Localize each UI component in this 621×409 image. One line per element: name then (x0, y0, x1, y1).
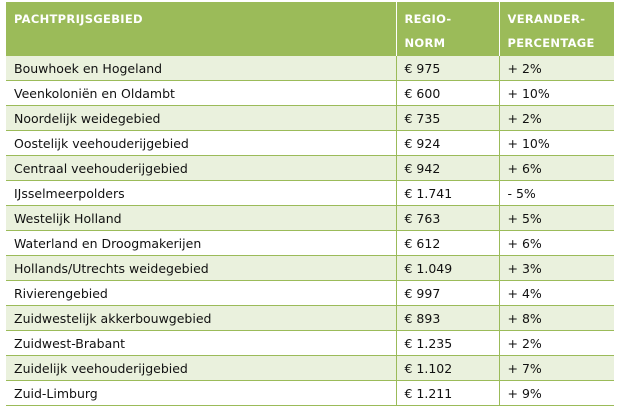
cell-region: Zuid-Limburg (6, 381, 396, 406)
header-line: PACHTPRIJSGEBIED (14, 12, 143, 26)
table-row (6, 306, 614, 331)
cell-regionorm: € 1.102 (396, 356, 499, 381)
cell-regionorm: € 612 (396, 231, 499, 256)
cell-region: Centraal veehouderijgebied (6, 156, 396, 181)
cell-regionorm: € 997 (396, 281, 499, 306)
cell-regionorm: € 893 (396, 306, 499, 331)
header-veranderpercentage (499, 2, 614, 56)
cell-regionorm: € 735 (396, 106, 499, 131)
header-regionorm (396, 2, 499, 56)
cell-region: Oostelijk veehouderijgebied (6, 131, 396, 156)
cell-region: Bouwhoek en Hogeland (6, 56, 396, 81)
cell-change: + 3% (499, 256, 614, 281)
cell-regionorm: € 1.049 (396, 256, 499, 281)
cell-change: + 8% (499, 306, 614, 331)
header-line: VERANDER- (507, 12, 586, 26)
table-row (6, 356, 614, 381)
cell-change: + 2% (499, 56, 614, 81)
cell-region: Rivierengebied (6, 281, 396, 306)
cell-change: + 9% (499, 381, 614, 406)
cell-region: Zuidelijk veehouderijgebied (6, 356, 396, 381)
table-body (6, 56, 614, 406)
cell-regionorm: € 924 (396, 131, 499, 156)
cell-region: Westelijk Holland (6, 206, 396, 231)
cell-change: + 2% (499, 106, 614, 131)
cell-region: IJsselmeerpolders (6, 181, 396, 206)
cell-change: + 10% (499, 131, 614, 156)
pachtprijs-table (6, 2, 614, 406)
header-pachtprijsgebied (6, 2, 396, 56)
table-row (6, 381, 614, 406)
cell-change: + 4% (499, 281, 614, 306)
cell-change: + 2% (499, 331, 614, 356)
table-row (6, 231, 614, 256)
cell-region: Veenkoloniën en Oldambt (6, 81, 396, 106)
cell-regionorm: € 600 (396, 81, 499, 106)
table-row (6, 206, 614, 231)
table-row (6, 106, 614, 131)
pachtprijs-table-container (6, 2, 614, 406)
table-header-row (6, 2, 614, 56)
cell-regionorm: € 763 (396, 206, 499, 231)
table-row (6, 181, 614, 206)
table-row (6, 56, 614, 81)
cell-region: Noordelijk weidegebied (6, 106, 396, 131)
cell-region: Zuidwest-Brabant (6, 331, 396, 356)
cell-regionorm: € 942 (396, 156, 499, 181)
cell-region: Hollands/Utrechts weidegebied (6, 256, 396, 281)
cell-change: + 6% (499, 231, 614, 256)
cell-regionorm: € 1.211 (396, 381, 499, 406)
header-line: PERCENTAGE (507, 36, 595, 50)
cell-change: + 6% (499, 156, 614, 181)
cell-region: Waterland en Droogmakerijen (6, 231, 396, 256)
cell-change: - 5% (499, 181, 614, 206)
table-row (6, 131, 614, 156)
table-row (6, 281, 614, 306)
cell-region: Zuidwestelijk akkerbouwgebied (6, 306, 396, 331)
cell-regionorm: € 975 (396, 56, 499, 81)
table-row (6, 156, 614, 181)
cell-change: + 10% (499, 81, 614, 106)
header-line: NORM (404, 36, 446, 50)
cell-regionorm: € 1.741 (396, 181, 499, 206)
cell-change: + 7% (499, 356, 614, 381)
header-line: REGIO- (404, 12, 452, 26)
table-row (6, 331, 614, 356)
table-row (6, 256, 614, 281)
table-row (6, 81, 614, 106)
cell-regionorm: € 1.235 (396, 331, 499, 356)
cell-change: + 5% (499, 206, 614, 231)
